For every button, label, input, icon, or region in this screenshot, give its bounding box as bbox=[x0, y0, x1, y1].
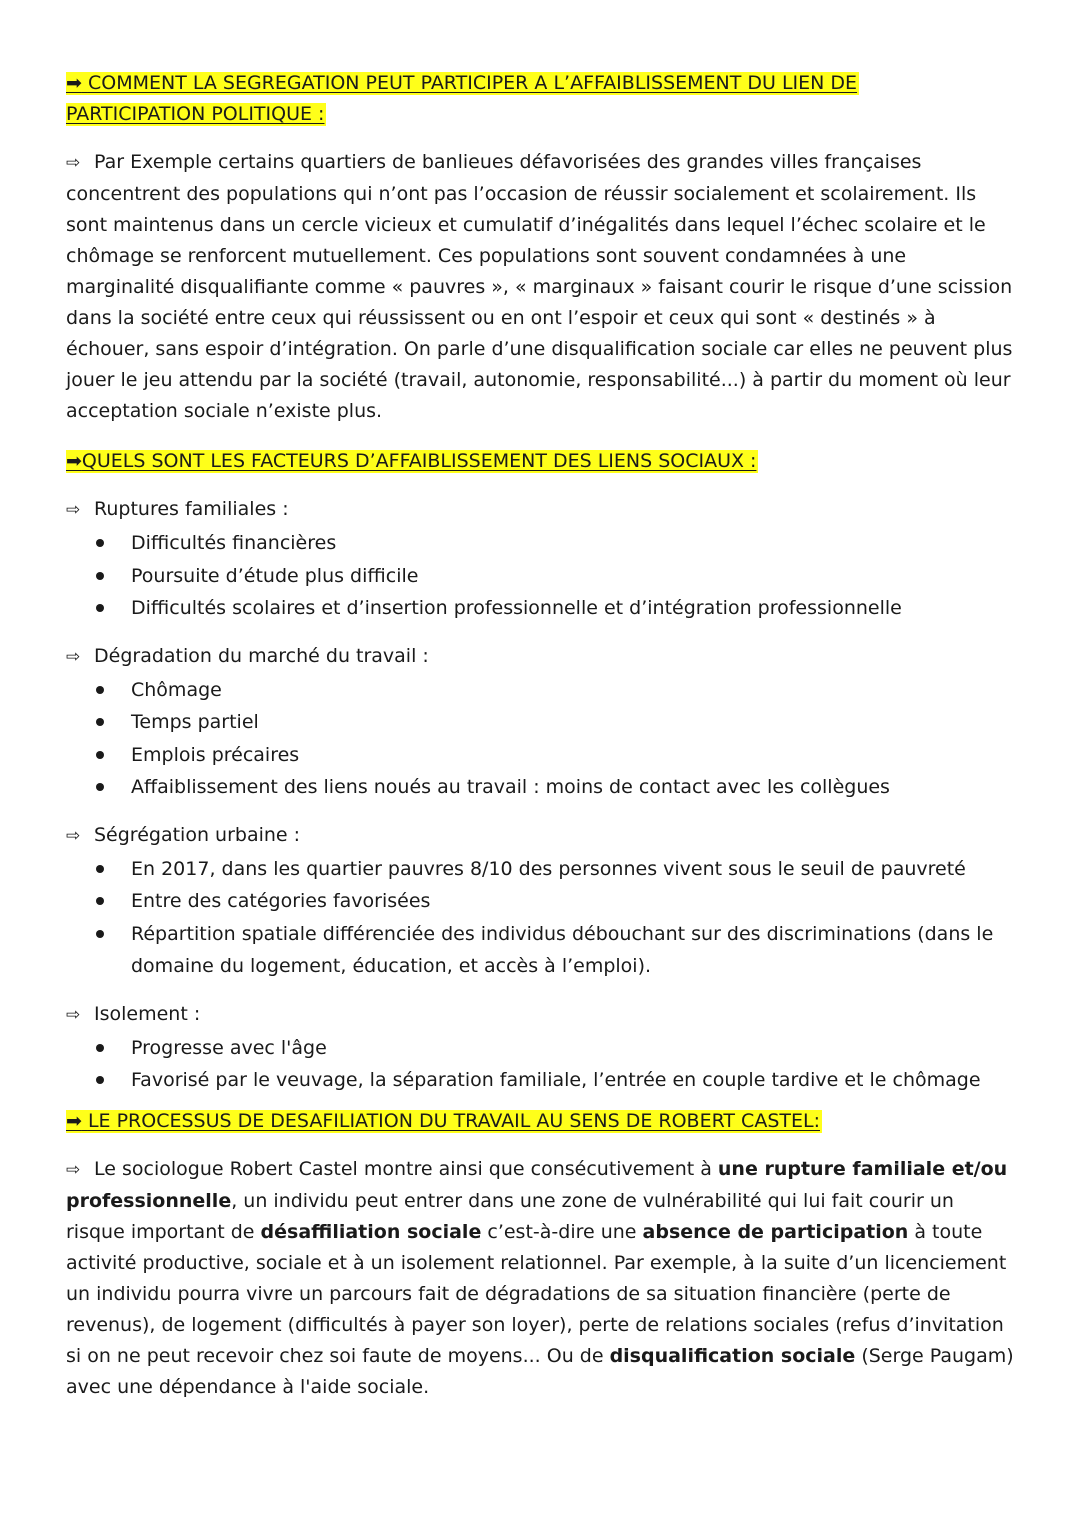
list-item: Temps partiel bbox=[66, 706, 1016, 739]
list-item: Répartition spatiale différenciée des individus débouchant sur des discriminations (dans le domaine du logement, éducation, et accès à l’emploi). bbox=[66, 918, 1016, 983]
bullet-icon bbox=[96, 865, 104, 873]
list-item: Affaiblissement des liens noués au travail : moins de contact avec les collègues bbox=[66, 771, 1016, 804]
key-term: désaffiliation sociale bbox=[260, 1221, 482, 1243]
arrow-icon: ➡ bbox=[66, 72, 82, 94]
list-item: Difficultés financières bbox=[66, 527, 1016, 560]
section-paragraph: ⇨ Le sociologue Robert Castel montre ainsi que consécutivement à une rupture familiale et/ou professionnelle, un individu peut entrer dans une zone de vulnérabilité qui lui fait courir un risque important de désaffiliation sociale c’est-à-dire une absence de participation à toute activité productive, sociale et à un isolement relationnel. Par exemple, à la suite d’un licenciement un individu pourra vivre un parcours fait de dégradations de sa situation financière (perte de revenus), de logement (difficultés à payer son loyer), perte de relations sociales (refus d’invitation si on ne peut recevoir chez soi faute de moyens... Ou de disqualification sociale (Serge Paugam) avec une dépendance à l'aide sociale. bbox=[66, 1154, 1016, 1403]
factor-group-title: ⇨ Dégradation du marché du travail : bbox=[66, 641, 1016, 673]
outline-arrow-icon: ⇨ bbox=[66, 1004, 81, 1025]
bullet-icon bbox=[96, 718, 104, 726]
outline-arrow-icon: ⇨ bbox=[66, 500, 81, 520]
list-item: Emplois précaires bbox=[66, 739, 1016, 772]
bullet-icon bbox=[96, 1076, 104, 1084]
section-facteurs bbox=[66, 446, 1016, 1097]
section-heading-line-2: PARTICIPATION POLITIQUE : bbox=[66, 103, 325, 125]
factor-group-title: ⇨ Ségrégation urbaine : bbox=[66, 820, 1016, 852]
bullet-icon bbox=[96, 897, 104, 905]
bullet-icon bbox=[96, 604, 104, 612]
section-segregation bbox=[66, 68, 1016, 427]
section-heading: ➡QUELS SONT LES FACTEURS D’AFFAIBLISSEMENT DES LIENS SOCIAUX : bbox=[66, 450, 757, 472]
key-term: disqualification sociale bbox=[609, 1345, 856, 1367]
section-heading: ➡ LE PROCESSUS DE DESAFILIATION DU TRAVAIL AU SENS DE ROBERT CASTEL: bbox=[66, 1110, 820, 1132]
bullet-list bbox=[66, 1032, 1016, 1097]
outline-arrow-icon: ⇨ bbox=[66, 646, 81, 667]
section-paragraph: ⇨ Par Exemple certains quartiers de banlieues défavorisées des grandes villes françaises concentrent des populations qui n’ont pas l’occasion de réussir socialement et scolairement. Ils sont maintenus dans un cercle vicieux et cumulatif d’inégalités dans lequel l’échec scolaire et le chômage se renforcent mutuellement. Ces populations sont souvent condamnées à une marginalité disqualifiante comme « pauvres », « marginaux » faisant courir le risque d’une scission dans la société entre ceux qui réussissent ou en ont l’espoir et ceux qui sont « destinés » à échouer, sans espoir d’intégration. On parle d’une disqualification sociale car elles ne peuvent plus jouer le jeu attendu par la société (travail, autonomie, responsabilité...) à partir du moment où leur acceptation sociale n’existe plus. bbox=[66, 147, 1016, 427]
bullet-list bbox=[66, 527, 1016, 625]
section-heading-line-1: ➡ COMMENT LA SEGREGATION PEUT PARTICIPER A L’AFFAIBLISSEMENT DU LIEN DE bbox=[66, 72, 858, 94]
arrow-icon: ➡ bbox=[66, 450, 82, 472]
key-term: une rupture familiale et/ou professionnelle bbox=[66, 1158, 1008, 1212]
bullet-icon bbox=[96, 930, 104, 938]
factor-group-title: ⇨ Isolement : bbox=[66, 999, 1016, 1031]
bullet-icon bbox=[96, 572, 104, 580]
list-item: Progresse avec l'âge bbox=[66, 1032, 1016, 1065]
bullet-icon bbox=[96, 1044, 104, 1052]
factor-group bbox=[66, 820, 1016, 983]
bullet-list bbox=[66, 853, 1016, 983]
bullet-icon bbox=[96, 751, 104, 759]
factor-group-title: ⇨ Ruptures familiales : bbox=[66, 494, 1016, 526]
outline-arrow-icon: ⇨ bbox=[66, 153, 81, 173]
list-item: Poursuite d’étude plus difficile bbox=[66, 560, 1016, 593]
bullet-icon bbox=[96, 783, 104, 791]
outline-arrow-icon: ⇨ bbox=[66, 1160, 81, 1180]
bullet-list bbox=[66, 674, 1016, 804]
factor-group bbox=[66, 494, 1016, 625]
bullet-icon bbox=[96, 686, 104, 694]
list-item: Difficultés scolaires et d’insertion professionnelle et d’intégration professionnelle bbox=[66, 592, 1016, 625]
list-item: Chômage bbox=[66, 674, 1016, 707]
list-item: Entre des catégories favorisées bbox=[66, 885, 1016, 918]
key-term: absence de participation bbox=[642, 1221, 909, 1243]
factor-groups bbox=[66, 494, 1016, 1097]
factor-group bbox=[66, 641, 1016, 804]
arrow-icon: ➡ bbox=[66, 1110, 82, 1132]
bullet-icon bbox=[96, 539, 104, 547]
list-item: Favorisé par le veuvage, la séparation familiale, l’entrée en couple tardive et le chômage bbox=[66, 1064, 1016, 1097]
list-item: En 2017, dans les quartier pauvres 8/10 des personnes vivent sous le seuil de pauvreté bbox=[66, 853, 1016, 886]
factor-group bbox=[66, 999, 1016, 1097]
outline-arrow-icon: ⇨ bbox=[66, 825, 81, 846]
section-desaffiliation bbox=[66, 1106, 1016, 1403]
